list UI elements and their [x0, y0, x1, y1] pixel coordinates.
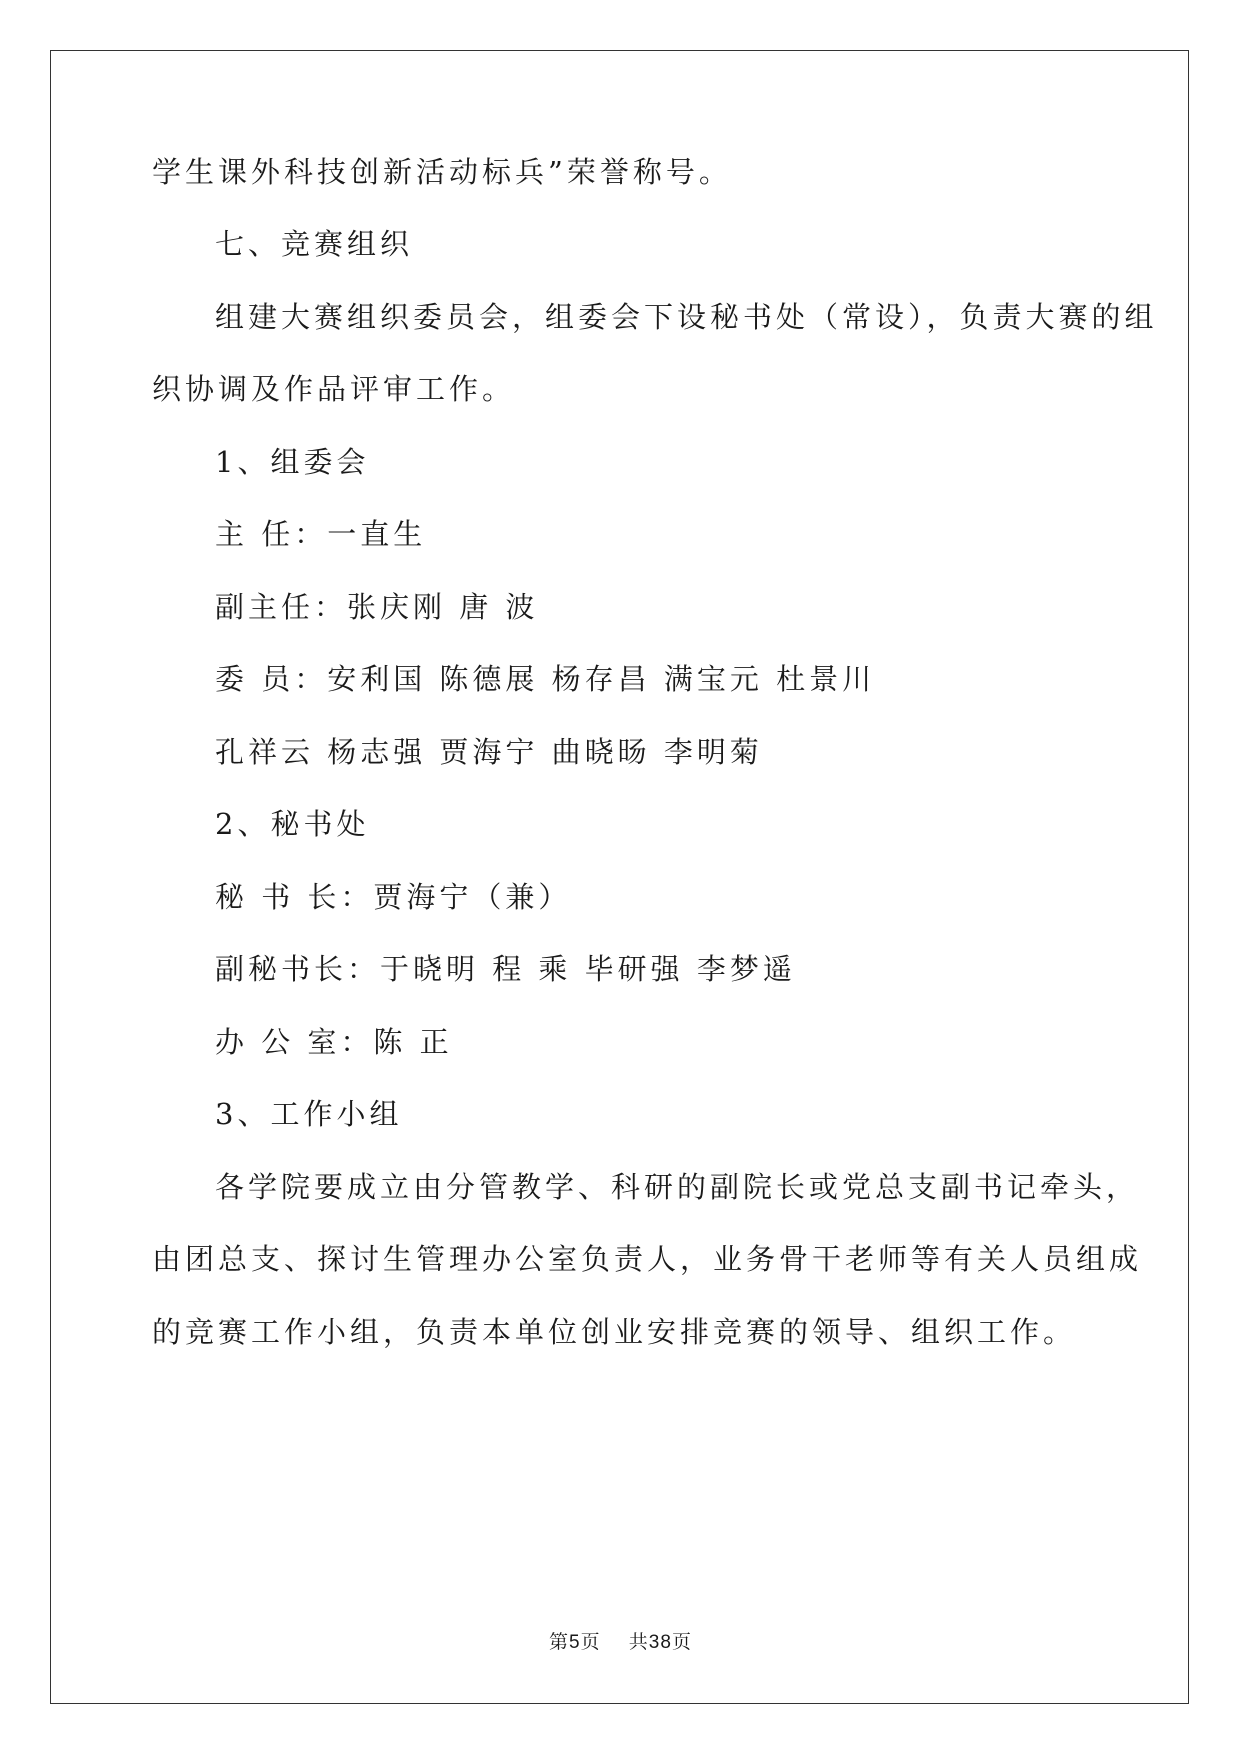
body-text-line-16: 由团总支、探讨生管理办公室负责人，业务骨干老师等有关人员组成 — [152, 1242, 1143, 1276]
body-text-line-3: 组建大赛组织委员会，组委会下设秘书处（常设），负责大赛的组 — [215, 300, 1158, 334]
page-mid: 页 共 — [580, 1631, 649, 1653]
section-heading-competition-organization: 七、竞赛组织 — [215, 227, 414, 261]
director-line: 主 任：一直生 — [215, 517, 427, 551]
body-text-line-17: 的竞赛工作小组，负责本单位创业安排竞赛的领导、组织工作。 — [152, 1315, 1077, 1349]
page-border — [50, 50, 1189, 1704]
subheading-working-group: 3、工作小组 — [215, 1097, 403, 1131]
secretary-general-line: 秘 书 长：贾海宁（兼） — [215, 880, 572, 914]
body-text-line-4: 织协调及作品评审工作。 — [152, 372, 516, 406]
subheading-committee: 1、组委会 — [215, 445, 370, 479]
deputy-director-line: 副主任：张庆刚 唐 波 — [215, 590, 539, 624]
deputy-secretary-general-line: 副秘书长：于晓明 程 乘 毕研强 李梦遥 — [215, 952, 796, 986]
page-suffix: 页 — [671, 1631, 692, 1653]
total-pages: 38 — [648, 1632, 672, 1653]
office-line: 办 公 室：陈 正 — [215, 1025, 453, 1059]
page-prefix: 第 — [549, 1631, 570, 1653]
body-text-line-1: 学生课外科技创新活动标兵”荣誉称号。 — [152, 155, 732, 189]
page-number: 5 — [569, 1632, 581, 1653]
body-text-line-15: 各学院要成立由分管教学、科研的副院长或党总支副书记牵头， — [215, 1170, 1140, 1204]
members-line: 委 员：安利国 陈德展 杨存昌 满宝元 杜景川 — [215, 662, 876, 696]
page-footer — [0, 1627, 1241, 1654]
members-line-continued: 孔祥云 杨志强 贾海宁 曲晓旸 李明菊 — [215, 735, 763, 769]
subheading-secretariat: 2、秘书处 — [215, 807, 370, 841]
